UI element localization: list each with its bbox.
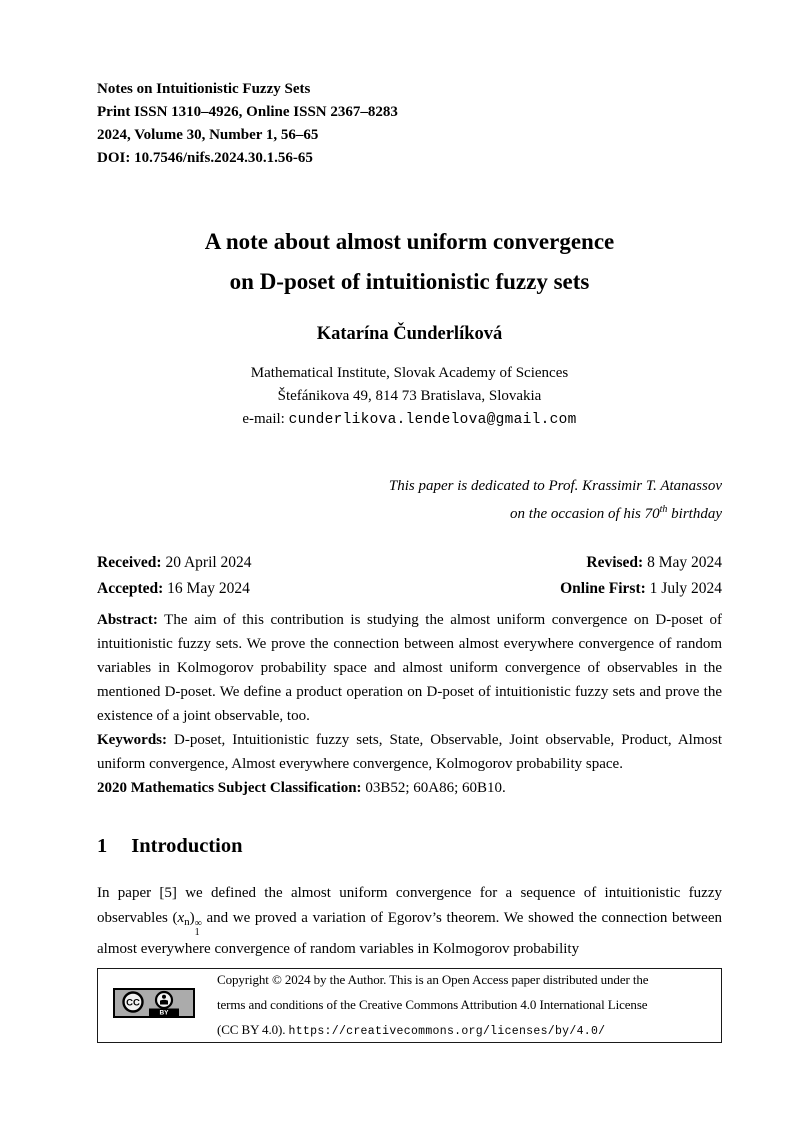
license-line1: Copyright © 2024 by the Author. This is an Open Access paper distributed under the bbox=[217, 972, 649, 987]
abstract-label: Abstract: bbox=[97, 612, 158, 628]
section-number: 1 bbox=[97, 835, 108, 857]
received-date: Received: 20 April 2024 bbox=[97, 554, 252, 571]
dedication-line2: on the occasion of his 70th birthday bbox=[510, 504, 722, 522]
email-label: e-mail: bbox=[242, 411, 285, 427]
cc-by-badge-icon bbox=[113, 988, 195, 1018]
ordinal-superscript: th bbox=[659, 504, 668, 515]
journal-header bbox=[97, 78, 722, 170]
journal-name: Notes on Intuitionistic Fuzzy Sets bbox=[97, 81, 311, 97]
cc-by-badge bbox=[113, 988, 195, 1023]
journal-issn: Print ISSN 1310–4926, Online ISSN 2367–8283 bbox=[97, 104, 398, 120]
email-address[interactable]: cunderlikova.lendelova@gmail.com bbox=[288, 412, 577, 428]
affiliation-institute: Mathematical Institute, Slovak Academy of Sciences bbox=[250, 365, 569, 381]
intro-paragraph: In paper [5] we defined the almost uniform convergence for a sequence of intuitionistic fuzzy observables $(x_n)$ ∞ 1 and we proved a variation of Egorov’s theorem. We showed the connection between almost everywhere convergence of random variables in Kolmogorov probability bbox=[97, 885, 723, 957]
keywords-label: Keywords: bbox=[97, 732, 167, 748]
dates-row-1 bbox=[97, 550, 722, 576]
dates-row-2 bbox=[97, 576, 722, 602]
msc-text: 03B52; 60A86; 60B10. bbox=[365, 780, 506, 796]
revised-date: Revised: 8 May 2024 bbox=[586, 554, 722, 571]
license-url[interactable]: https://creativecommons.org/licenses/by/4.0/ bbox=[288, 1025, 606, 1038]
author-affiliation bbox=[97, 362, 722, 432]
article-dates bbox=[97, 550, 722, 602]
license-line2: terms and conditions of the Creative Commons Attribution 4.0 International License bbox=[217, 997, 648, 1012]
paper-title bbox=[97, 222, 722, 302]
svg-text:CC: CC bbox=[126, 997, 140, 1009]
keywords-text: D-poset, Intuitionistic fuzzy sets, State, Observable, Joint observable, Product, Almost uniform convergence, Almost everywhere convergence, Kolmogorov probability space. bbox=[97, 732, 723, 772]
journal-volume: 2024, Volume 30, Number 1, 56–65 bbox=[97, 127, 319, 143]
section-title: Introduction bbox=[131, 835, 243, 857]
abstract-paragraph bbox=[97, 608, 722, 728]
paper-title-line2: on D-poset of intuitionistic fuzzy sets bbox=[229, 269, 590, 294]
license-line3: (CC BY 4.0). https://creativecommons.org/licenses/by/4.0/ bbox=[217, 1022, 606, 1038]
svg-text:BY: BY bbox=[159, 1009, 169, 1017]
affiliation-address: Štefánikova 49, 814 73 Bratislava, Slovakia bbox=[277, 388, 542, 404]
author-name: Katarína Čunderlíková bbox=[316, 324, 503, 344]
license-box bbox=[97, 968, 722, 1043]
msc-label: 2020 Mathematics Subject Classification: bbox=[97, 780, 362, 796]
license-text bbox=[217, 967, 721, 1044]
section-1-heading bbox=[97, 835, 722, 858]
accepted-date: Accepted: 16 May 2024 bbox=[97, 580, 250, 597]
dedication bbox=[97, 474, 722, 526]
journal-doi: DOI: 10.7546/nifs.2024.30.1.56-65 bbox=[97, 150, 313, 166]
paper-title-line1: A note about almost uniform convergence bbox=[204, 229, 615, 254]
dedication-line1: This paper is dedicated to Prof. Krassimir T. Atanassov bbox=[388, 478, 722, 494]
email-line bbox=[97, 408, 722, 432]
online-first-date: Online First: 1 July 2024 bbox=[560, 580, 722, 597]
msc-paragraph bbox=[97, 776, 722, 800]
abstract-text: The aim of this contribution is studying the almost uniform convergence on D-poset of intuitionistic fuzzy sets. We prove the connection between almost everywhere convergence of random variables in Kolmogorov probability space and almost uniform convergence of observables in the mentioned D-poset. We define a product operation on D-poset of intuitionistic fuzzy sets and prove the existence of a joint observable, too. bbox=[97, 612, 722, 724]
math-observables-sequence: $(x_n)$ ∞ 1 bbox=[172, 910, 202, 938]
keywords-paragraph bbox=[97, 728, 722, 776]
abstract-section bbox=[97, 608, 722, 800]
